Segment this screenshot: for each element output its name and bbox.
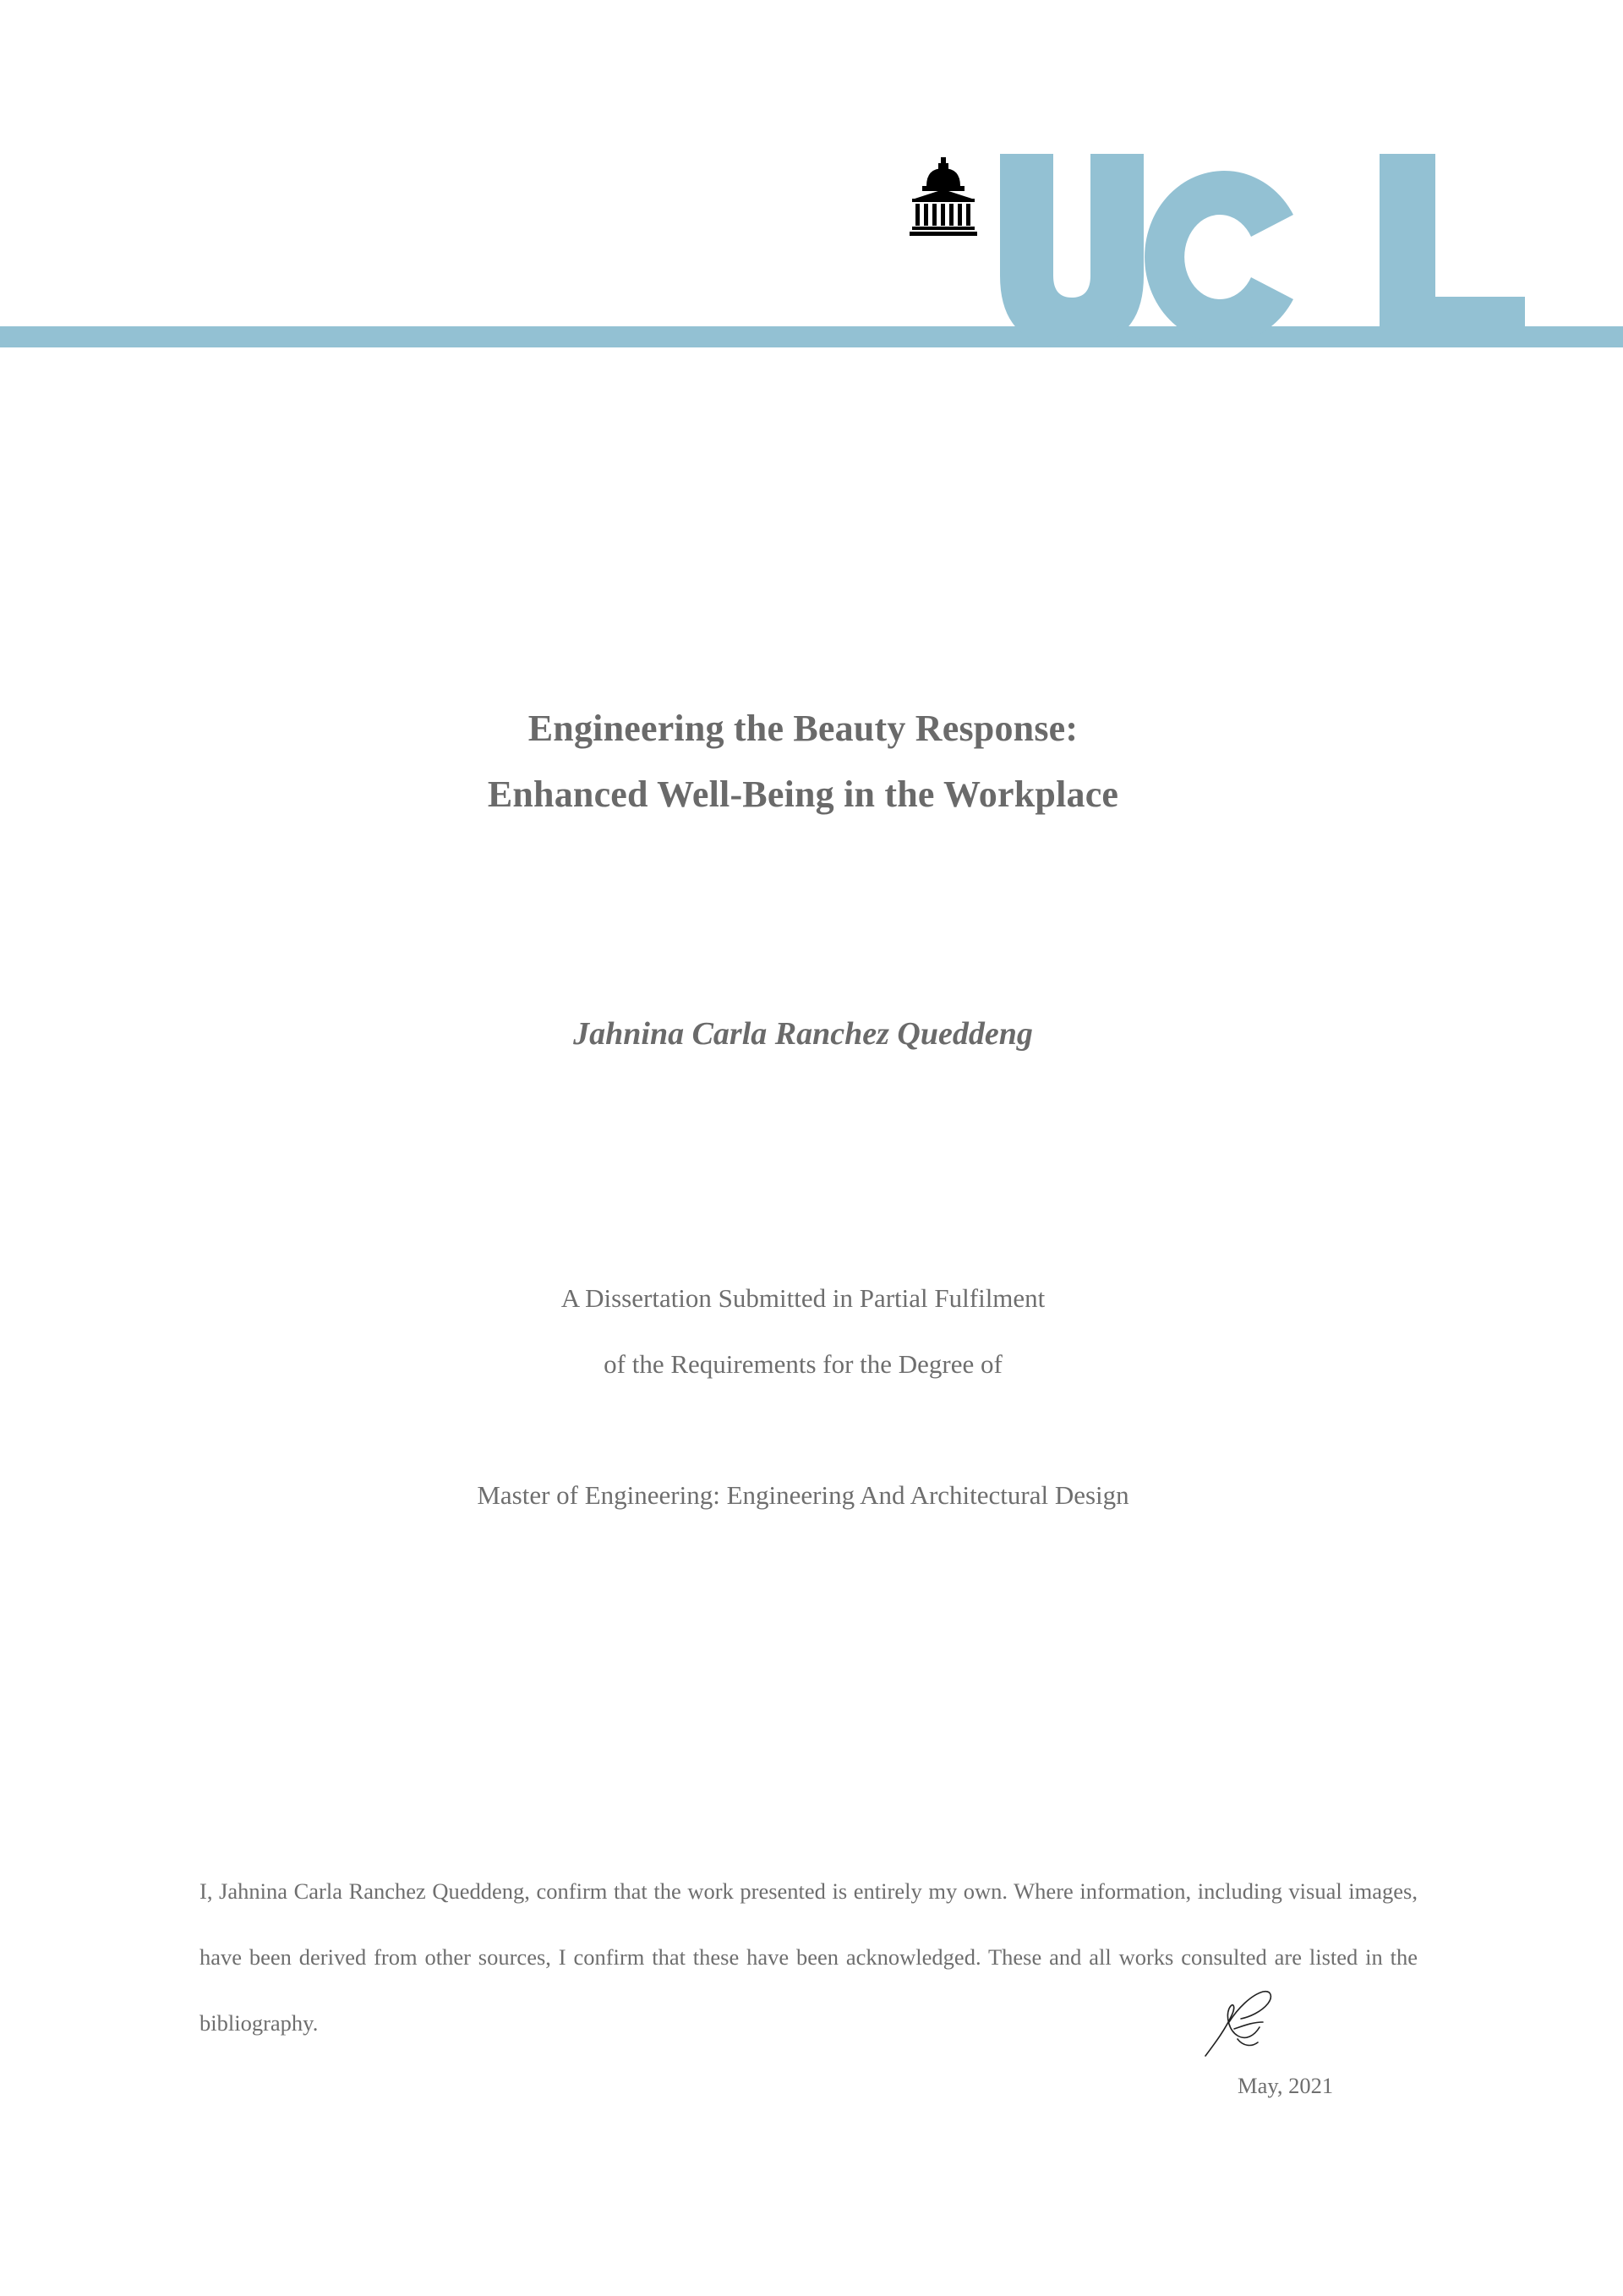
title-line-1: Engineering the Beauty Response: bbox=[527, 708, 1079, 749]
author-name: Jahnina Carla Ranchez Queddeng bbox=[573, 1016, 1033, 1052]
handwritten-signature bbox=[1204, 1988, 1275, 2059]
submission-statement-line-2: of the Requirements for the Degree of bbox=[604, 1349, 1003, 1379]
declaration-paragraph: I, Jahnina Carla Ranchez Queddeng, confirm that the work presented is entirely my own. Where information, including visual images, have been derived from other sources, I confirm that these have been acknowledged. These and all works consulted are listed in the bibliography. bbox=[199, 1878, 1418, 2036]
submission-statement-line-1: A Dissertation Submitted in Partial Fulfilment bbox=[560, 1283, 1046, 1313]
ucl-logo-wordmark bbox=[997, 149, 1530, 347]
title-line-2: Enhanced Well-Being in the Workplace bbox=[487, 774, 1119, 815]
portico-dome-icon bbox=[910, 157, 977, 237]
signature-date: May, 2021 bbox=[1238, 2073, 1334, 2098]
degree-name: Master of Engineering: Engineering And Architectural Design bbox=[477, 1480, 1129, 1510]
